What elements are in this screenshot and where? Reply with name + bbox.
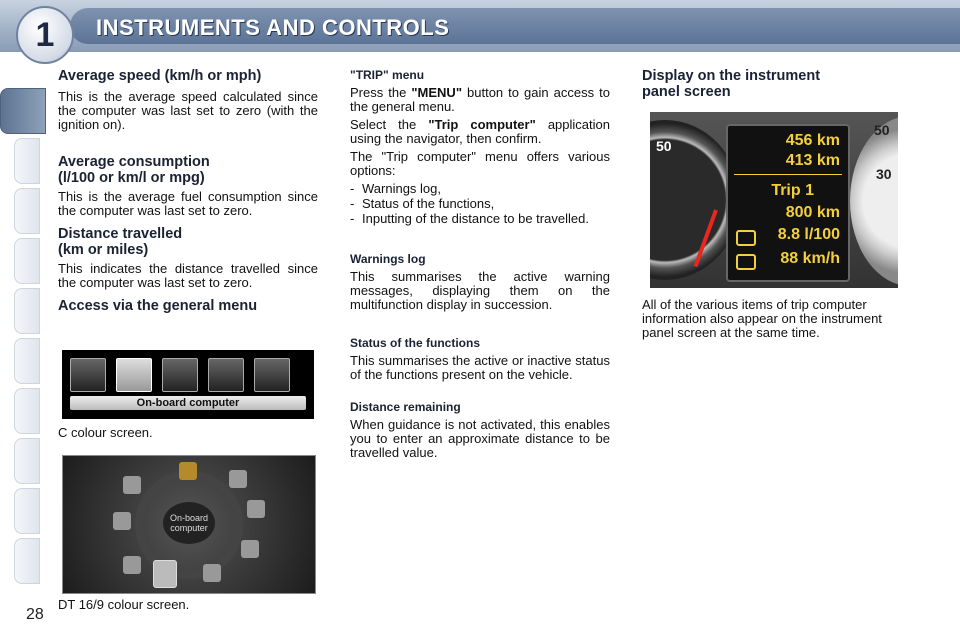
climate-icon — [208, 358, 244, 392]
lcd-separator — [734, 174, 842, 175]
settings-icon — [162, 358, 198, 392]
car-icon — [736, 254, 756, 270]
warnings-log-heading: Warnings log — [350, 252, 426, 266]
screen-dt-caption: DT 16/9 colour screen. — [58, 597, 190, 612]
heading-line: (l/100 or km/l or mpg) — [58, 170, 205, 186]
right-column-heading-wrap — [642, 68, 904, 106]
chapter-tab[interactable] — [14, 188, 40, 234]
instrument-panel-heading — [642, 68, 904, 100]
chapter-tab[interactable] — [14, 438, 40, 484]
instrument-cluster-image — [650, 112, 898, 288]
status-functions-heading: Status of the functions — [350, 336, 480, 350]
lcd-average-speed: 88 km/h — [780, 250, 840, 267]
chapter-tab[interactable] — [14, 388, 40, 434]
trip-computer-icon — [153, 560, 177, 588]
heading-line: Distance travelled — [58, 226, 183, 242]
text-run: application using the navigator, then confirm. — [350, 117, 610, 146]
trip-menu-text-2 — [350, 118, 610, 146]
chapter-tab-active[interactable] — [0, 88, 46, 134]
navigation-icon — [229, 470, 247, 488]
status-functions-text: This summarises the active or inactive status of the functions present on the vehicle. — [350, 353, 610, 382]
average-speed-text: This is the average speed calculated since the computer was last set to zero (with the ignition on). — [58, 89, 318, 132]
average-speed-heading: Average speed (km/h or mph) — [58, 68, 262, 84]
list-item: - Warnings log, — [350, 182, 610, 196]
chapter-tab[interactable] — [14, 488, 40, 534]
dt-center-line: computer — [170, 523, 208, 533]
heading-line: Average consumption — [58, 154, 210, 170]
phone-icon — [247, 500, 265, 518]
trip-menu-text-3: The "Trip computer" menu offers various options: — [350, 149, 610, 178]
menu-button-name: "MENU" — [411, 85, 462, 100]
trip-computer-name: "Trip computer" — [428, 117, 536, 132]
distance-remaining-heading: Distance remaining — [350, 400, 461, 414]
text-run: Press the — [350, 85, 412, 100]
c-colour-screen-image — [62, 350, 314, 419]
chapter-tab[interactable] — [14, 538, 40, 584]
dt-center-label — [163, 502, 215, 544]
right-dial — [850, 116, 898, 286]
middle-column — [350, 68, 610, 468]
media-icon — [123, 476, 141, 494]
phone-icon — [254, 358, 290, 392]
dt-colour-screen-image — [62, 455, 316, 594]
lcd-distance: 800 km — [785, 204, 840, 221]
page-title: INSTRUMENTS AND CONTROLS — [96, 15, 450, 40]
map-icon — [113, 512, 131, 530]
trip-menu-heading: "TRIP" menu — [350, 68, 425, 82]
music-icon — [203, 564, 221, 582]
page-number: 28 — [26, 606, 44, 623]
chapter-tab[interactable] — [14, 338, 40, 384]
distance-remaining-text: When guidance is not activated, this enables you to enter an approximate distance to be travelled value. — [350, 417, 610, 460]
fuel-pump-icon — [736, 230, 756, 246]
text-run: Select the — [350, 117, 429, 132]
heading-line: panel screen — [642, 84, 731, 100]
instrument-panel-text-wrap — [642, 298, 904, 348]
dial-label: 30 — [876, 166, 892, 182]
dt-center-line: On-board — [169, 513, 209, 523]
heading-line: Display on the instrument — [642, 68, 821, 84]
dial-label: 50 — [874, 122, 890, 138]
chapter-tab[interactable] — [14, 288, 40, 334]
access-menu-heading: Access via the general menu — [58, 298, 258, 314]
screen-c-label: On-board computer — [70, 396, 306, 410]
text-run: button to gain access to the general menu. — [350, 85, 610, 114]
page-header — [0, 0, 960, 52]
average-consumption-heading — [58, 154, 318, 186]
trip-menu-text-1 — [350, 86, 610, 114]
warning-icon — [179, 462, 197, 480]
list-item: - Inputting of the distance to be travelled. — [350, 212, 610, 226]
lcd-display — [726, 124, 850, 282]
screen-c-caption: C colour screen. — [58, 425, 153, 440]
chapter-number: 1 — [16, 6, 74, 64]
average-consumption-text: This is the average fuel consumption since the computer was last set to zero. — [58, 189, 318, 218]
distance-travelled-text: This indicates the distance travelled since the computer was last set to zero. — [58, 261, 318, 290]
instrument-panel-text: All of the various items of trip computer information also appear on the instrument panel screen at the same time. — [642, 297, 882, 340]
chapter-tab[interactable] — [14, 138, 40, 184]
trip-options-list — [350, 182, 610, 226]
media-icon — [70, 358, 106, 392]
dial-label: 50 — [656, 138, 672, 154]
lcd-trip-odometer: 413 km — [785, 152, 840, 169]
lcd-consumption: 8.8 l/100 — [777, 226, 840, 243]
heading-line: (km or miles) — [58, 242, 149, 258]
list-item: - Status of the functions, — [350, 197, 610, 211]
warnings-log-text: This summarises the active warning messages, displaying them on the multifunction display in succession. — [350, 269, 610, 312]
chapter-tab[interactable] — [14, 238, 40, 284]
distance-travelled-heading — [58, 226, 318, 258]
trip-computer-icon — [116, 358, 152, 392]
chapter-tabs — [0, 64, 44, 584]
video-icon — [123, 556, 141, 574]
left-column — [58, 68, 318, 320]
settings-icon — [241, 540, 259, 558]
lcd-trip-label: Trip 1 — [771, 182, 814, 199]
lcd-odometer: 456 km — [785, 132, 840, 149]
